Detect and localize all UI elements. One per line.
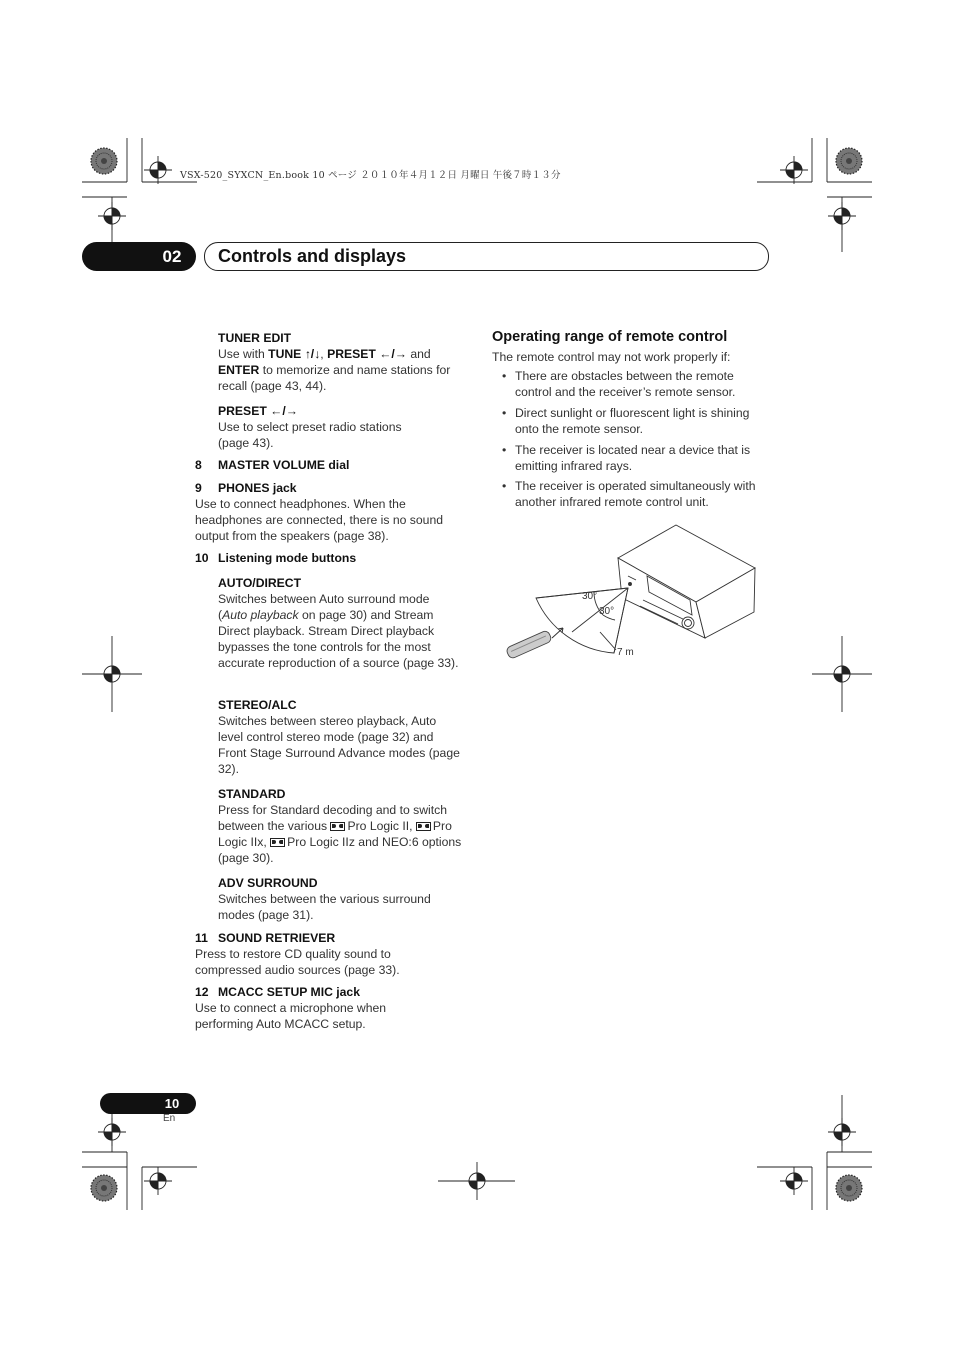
standard-heading: STANDARD <box>218 787 286 801</box>
preset-block <box>218 403 433 451</box>
print-header: VSX-520_SYXCN_En.book 10 ページ ２０１０年４月１２日 月曜日 午後７時１３分 <box>180 170 561 181</box>
chapter-title: Controls and displays <box>218 246 407 266</box>
section-title: Operating range of remote control <box>492 329 728 345</box>
item-12: 12 MCACC SETUP MIC jack Use to connect a microphone when performing Auto MCACC setup. <box>195 984 430 1032</box>
item-10: 10 Listening mode buttons <box>195 551 357 565</box>
chapter-number: 02 <box>162 247 182 266</box>
auto-direct-heading: AUTO/DIRECT <box>218 576 302 590</box>
page-number: 10 <box>164 1096 180 1111</box>
tuner-edit-block <box>218 330 473 394</box>
angle-top-label: 30° <box>582 591 598 602</box>
item-10-heading: Listening mode buttons <box>218 551 357 565</box>
bullet-list <box>500 368 770 515</box>
item-9: 9 PHONES jack Use to connect headphones. When the headphones are connected, there is no sound output from the speakers (page 38). <box>195 480 473 544</box>
tuner-edit-text: Use with TUNE ↑/↓, PRESET ←/→ and ENTER to memorize and name stations for recall (page 43, 44). <box>218 347 451 394</box>
stereo-alc-block <box>218 697 463 777</box>
list-item: • The receiver is operated simultaneously with another infrared remote control unit. <box>502 479 756 510</box>
stereo-alc-heading: STEREO/ALC <box>218 698 297 712</box>
dolby-icon <box>416 822 431 831</box>
item-11-heading: SOUND RETRIEVER <box>218 931 336 945</box>
remote-range-diagram <box>500 520 762 665</box>
item-9-heading: PHONES jack <box>218 481 297 495</box>
item-9-text: Use to connect headphones. When the headphones are connected, there is no sound output from the speakers (page 38). <box>195 497 443 544</box>
angle-bottom-label: 30° <box>599 606 615 617</box>
auto-direct-block <box>218 575 461 672</box>
standard-text: Press for Standard decoding and to switch between the various Pro Logic II, Pro Logic IIx, Pro Logic IIz and NEO:6 options (page 30). <box>218 803 462 866</box>
left-right-arrow-icon: ←/→ <box>375 347 407 362</box>
stereo-alc-text: Switches between stereo playback, Auto level control stereo mode (page 32) and Front Stage Surround Advance modes (page 32). <box>218 714 460 777</box>
item-12-text: Use to connect a microphone when performing Auto MCACC setup. <box>195 1001 387 1032</box>
volume-knob <box>682 617 694 629</box>
item-11: 11 SOUND RETRIEVER Press to restore CD quality sound to compressed audio sources (page 33). <box>195 930 430 978</box>
adv-surround-block <box>218 875 463 923</box>
dolby-icon <box>330 822 345 831</box>
preset-text: Use to select preset radio stations (page 43). <box>218 420 402 451</box>
standard-block <box>218 786 474 866</box>
item-8: 8 MASTER VOLUME dial <box>195 458 350 472</box>
item-8-heading: MASTER VOLUME dial <box>218 458 350 472</box>
adv-surround-heading: ADV SURROUND <box>218 876 318 890</box>
adv-surround-text: Switches between the various surround modes (page 31). <box>218 892 431 923</box>
preset-heading: PRESET ←/→ <box>218 404 298 418</box>
item-11-text: Press to restore CD quality sound to compressed audio sources (page 33). <box>195 947 400 978</box>
remote-control-icon <box>505 630 552 660</box>
section-intro: The remote control may not work properly if: <box>492 350 731 364</box>
up-down-arrow-icon: ↑/↓ <box>301 347 321 362</box>
auto-direct-text: Switches between Auto surround mode (Auto playback on page 30) and Stream Direct playback. Stream Direct playback bypasses the tone controls for the most accurate reproduction of a source (page 33). <box>218 592 459 671</box>
dolby-icon <box>270 838 285 847</box>
distance-label: 7 m <box>617 647 634 658</box>
page-language: En <box>163 1113 176 1124</box>
list-item: • Direct sunlight or fluorescent light is shining onto the remote sensor. <box>502 405 750 436</box>
list-item: • There are obstacles between the remote control and the receiver’s remote sensor. <box>502 369 736 400</box>
list-item: • The receiver is located near a device that is emitting infrared rays. <box>502 442 751 473</box>
tuner-edit-heading: TUNER EDIT <box>218 331 292 345</box>
item-12-heading: MCACC SETUP MIC jack <box>218 985 360 999</box>
